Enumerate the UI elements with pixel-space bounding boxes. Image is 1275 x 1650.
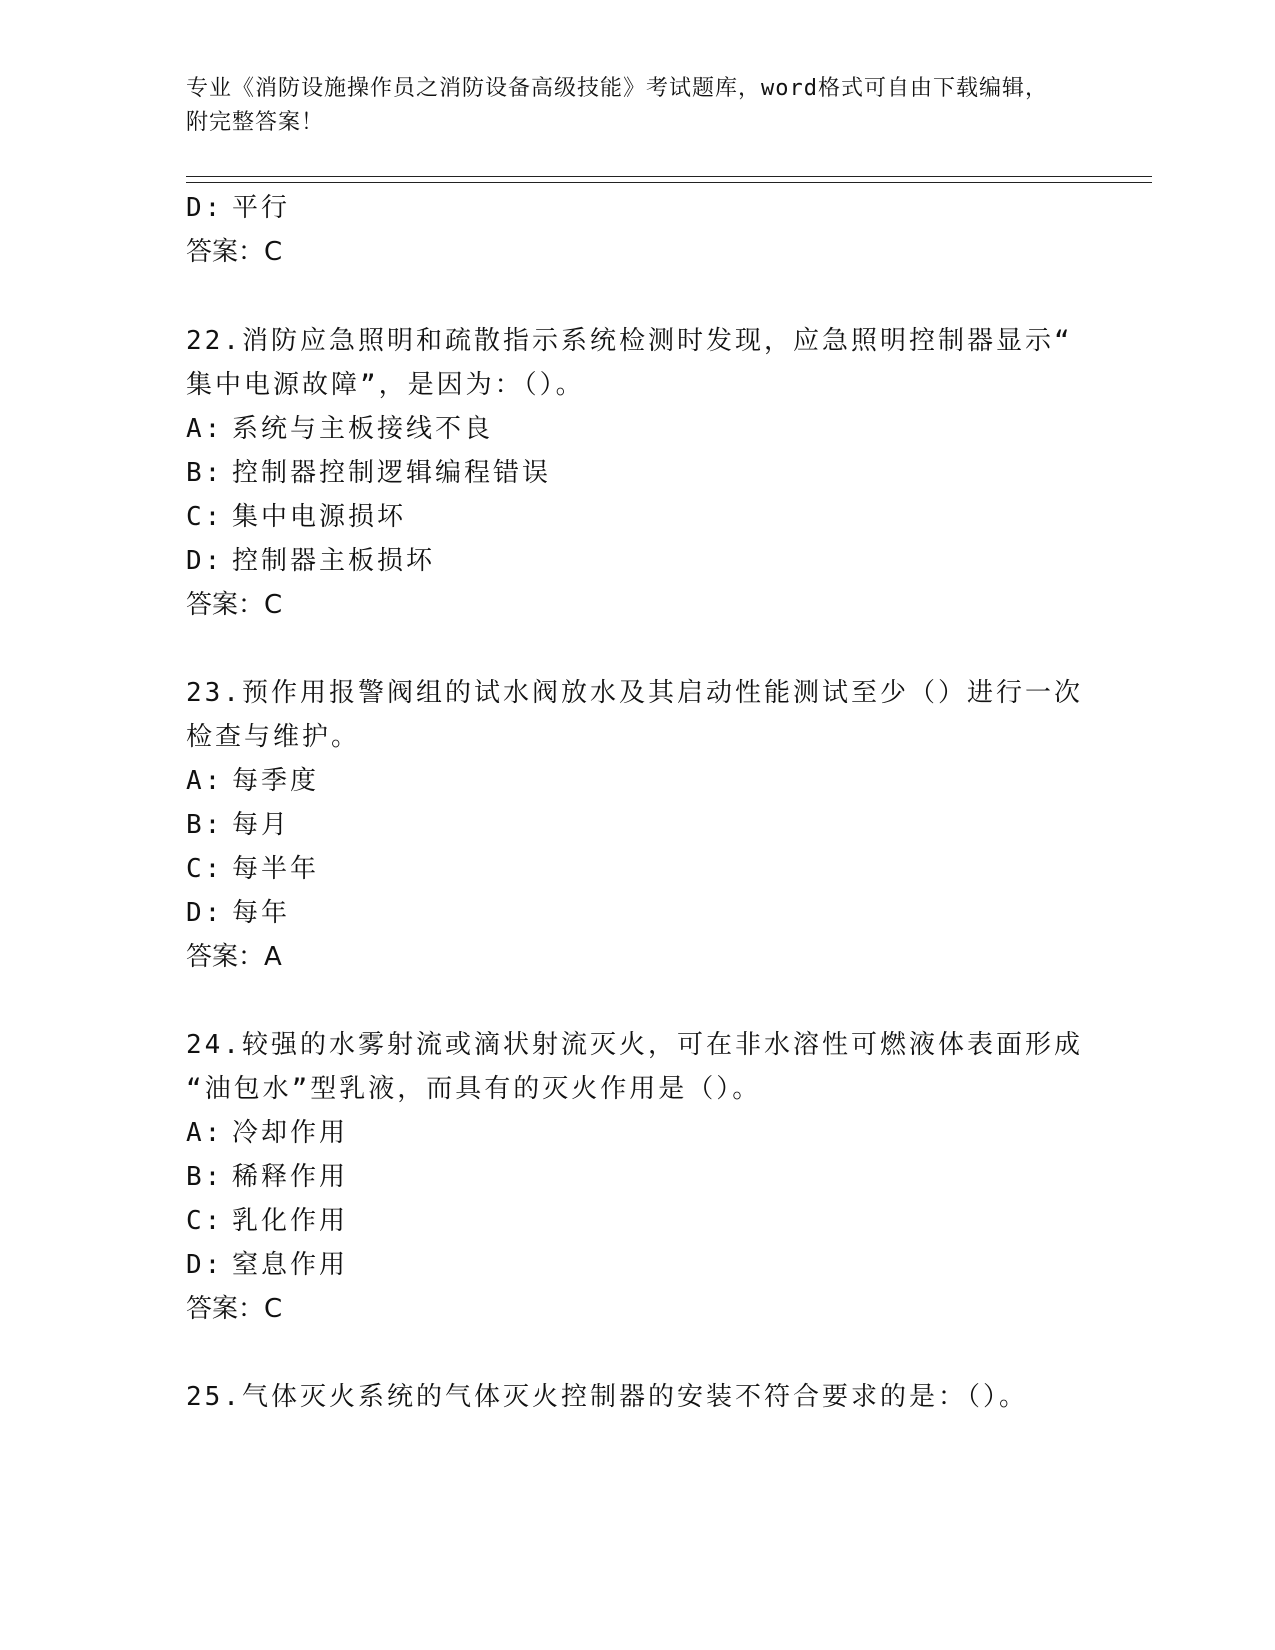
- question-22-option-d: [186, 545, 435, 577]
- question-24-option-d: [186, 1249, 348, 1281]
- question-22-stem-line-1: 22.消防应急照明和疏散指示系统检测时发现，应急照明控制器显示“: [186, 326, 1073, 356]
- question-22-option-a: [186, 413, 493, 445]
- option-letter: A:: [186, 1118, 224, 1148]
- option-text: 冷却作用: [232, 1118, 349, 1148]
- option-letter: C:: [186, 502, 224, 532]
- question-23-stem-line-1: 23.预作用报警阀组的试水阀放水及其启动性能测试至少（）进行一次: [186, 678, 1083, 708]
- question-22-option-c: [186, 501, 406, 533]
- option-d: [186, 192, 290, 224]
- option-text: 系统与主板接线不良: [232, 414, 494, 444]
- question-24-option-b: [186, 1161, 348, 1193]
- question-23-option-c: [186, 853, 319, 885]
- option-letter: C:: [186, 1206, 224, 1236]
- option-letter: C:: [186, 854, 224, 884]
- question-24-stem-line-2: “油包水”型乳液，而具有的灭火作用是（）。: [186, 1074, 762, 1104]
- option-text: 每季度: [232, 766, 320, 796]
- option-text: 控制器控制逻辑编程错误: [232, 458, 552, 488]
- answer-line: 答案：C: [186, 237, 283, 267]
- option-letter: D:: [186, 546, 224, 576]
- question-24-stem-line-1: 24.较强的水雾射流或滴状射流灭火，可在非水溶性可燃液体表面形成: [186, 1030, 1083, 1060]
- question-23-option-b: [186, 809, 290, 841]
- question-22-option-b: [186, 457, 551, 489]
- option-text: 窒息作用: [232, 1250, 349, 1280]
- question-22-stem-line-2: 集中电源故障”，是因为：（）。: [186, 370, 585, 400]
- question-23-answer: 答案：A: [186, 942, 282, 972]
- document-header: 专业《消防设施操作员之消防设备高级技能》考试题库，word格式可自由下载编辑，附完整答案！: [186, 76, 1048, 135]
- header-divider-second: [186, 182, 1152, 183]
- header-divider: [186, 176, 1152, 177]
- option-letter: A:: [186, 414, 224, 444]
- question-25-stem-line-1: 25.气体灭火系统的气体灭火控制器的安装不符合要求的是：（）。: [186, 1382, 1028, 1412]
- option-text: 稀释作用: [232, 1162, 349, 1192]
- option-text: 乳化作用: [232, 1206, 349, 1236]
- option-text: 平行: [232, 193, 291, 223]
- option-text: 每年: [232, 898, 291, 928]
- option-letter: B:: [186, 1162, 224, 1192]
- option-letter: D:: [186, 193, 224, 223]
- question-23-option-d: [186, 897, 290, 929]
- option-text: 每月: [232, 810, 291, 840]
- option-letter: B:: [186, 458, 224, 488]
- option-letter: D:: [186, 898, 224, 928]
- question-23-stem-line-2: 检查与维护。: [186, 722, 361, 752]
- question-22-answer: 答案：C: [186, 590, 283, 620]
- question-24-option-c: [186, 1205, 348, 1237]
- option-letter: A:: [186, 766, 224, 796]
- question-24-answer: 答案：C: [186, 1294, 283, 1324]
- question-23-option-a: [186, 765, 319, 797]
- option-letter: B:: [186, 810, 224, 840]
- question-24-option-a: [186, 1117, 348, 1149]
- option-text: 集中电源损坏: [232, 502, 407, 532]
- option-letter: D:: [186, 1250, 224, 1280]
- option-text: 每半年: [232, 854, 320, 884]
- option-text: 控制器主板损坏: [232, 546, 436, 576]
